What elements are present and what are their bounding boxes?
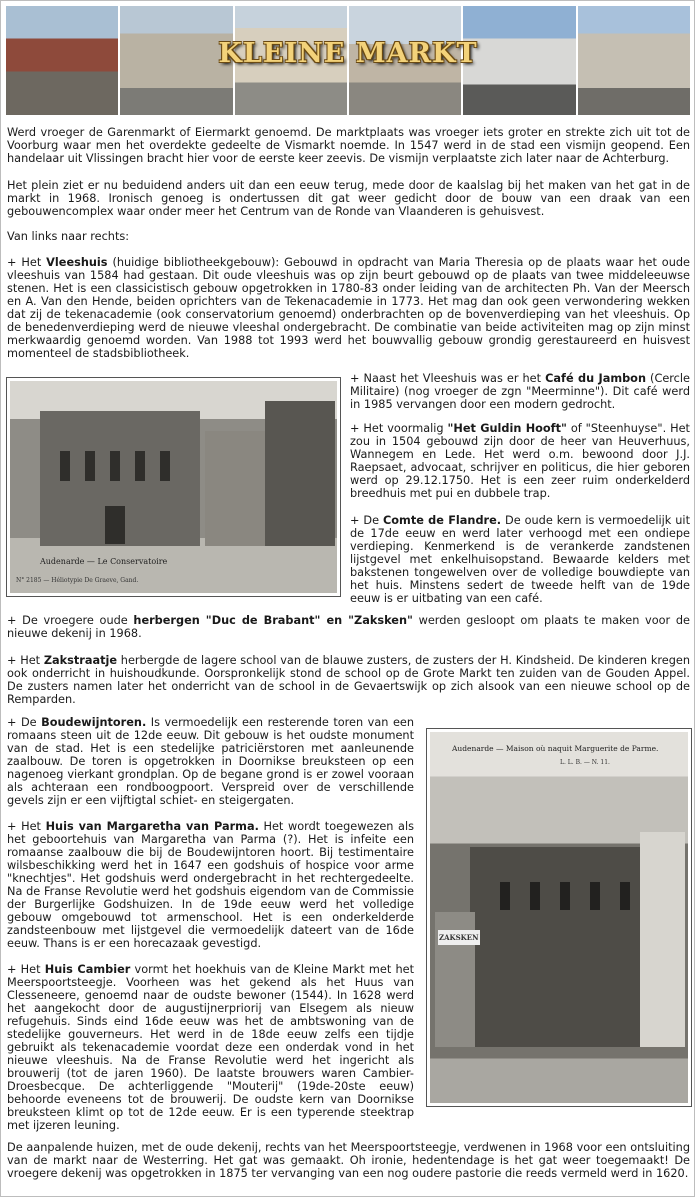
section-huis-cambier: + Het Huis Cambier vormt het hoekhuis van de Kleine Markt met het Meerspoortsteegje. Voorheen was het gekend als het Huus van Clesseneere, genoemd naar de oudste bewoner (1544). In 1628 werd het aangekocht door de augustijnerpriorij van Elsegem als nieuw refugehuis. Sinds eind 16de eeuw was het de ambtswoning van de stedelijke gouverneurs. Het werd in de 18de eeuw zelfs een tijdje gebruikt als tekenacademie voordat deze een onderdak vond in het nieuwe vleeshuis. Na de Franse Revolutie werd het ingericht als brouwerij (tot de jaren 1960). De laatste brouwers waren Cambier-Droesbecque. De achterliggende "Mouterij" (19de-20ste eeuw) behoorde eveneens tot de brouwerij. De oudste kern van Doornikse breuksteen klimt op tot de 12de eeuw. Er is een typerende steektrap met ijzeren leuning. (7, 963, 415, 1132)
closing-paragraph: De aanpalende huizen, met de oude dekenij, rechts van het Meerspoortsteegje, verdwenen in 1968 voor een ontsluiting van de markt naar de Westerring. Het gat was gemaakt. Oh ironie, hedentendage is het gat weer toegemaakt! De vroegere dekenij was opgetrokken in 1875 ter vervanging van een nog oudere pastorie die reeds vermeld werd in 1620. (7, 1141, 690, 1180)
photo-credit: N° 2185 — Héliotypie De Graeve, Gand. (16, 577, 139, 584)
section-heading: herbergen "Duc de Brabant" en "Zaksken" (133, 614, 413, 627)
page-title: KLEINE MARKT (218, 38, 478, 69)
photo-credit: L. L. B. — N. 11. (560, 759, 610, 766)
banner-photo (578, 6, 690, 115)
section-comte-de-flandre: + De Comte de Flandre. De oude kern is vermoedelijk uit de 17de eeuw en werd later verhoogd met een ondiepe verdieping. Kenmerkend is de verankerde zandstenen lijstgevel met enkelhuisopstand. Bewaarde kelders met bakstenen tongewelven over de volledige bouwdiepte van het huis. Minstens sedert de tweede helft van de 19de eeuw is er uitbating van een café. (350, 514, 690, 605)
banner-photo (120, 6, 232, 115)
section-zakstraatje: + Het Zakstraatje herbergde de lagere school van de blauwe zusters, de zusters der H. Kindsheid. De kinderen kregen ook onderricht in huishoudkunde. Oorspronkelijk stond de school op de Grote Markt ten zuiden van de Gouden Appel. De zusters namen later het onderricht van de school in de Gevaertswijk op zich alsook van een nieuwe school op de Remparden. (7, 654, 690, 706)
section-heading: Huis Cambier (44, 963, 131, 976)
section-margaretha: + Het Huis van Margaretha van Parma. Het wordt toegewezen als het geboortehuis van Margaretha van Parma (?). Het is infeite een romaanse zaalbouw die bij de Boudewijntoren hoort. Bij testimentaire wilsbeschikking werd het in 1647 een godshuis of hospice voor arme "knechtjes". Het godshuis werd ondergebracht in het rechtergedeelte. Na de Franse Revolutie werd het godshuis eigendom van de Commissie der Burgerlijke Godshuizen. In de 19de eeuw werd het volledige gebouw omgebouwd tot armenschool. Het is een onderkelderde zandsteenbouw met lijstgevel die vermoedelijk dateert van de 16de eeuw. Thans is er een horecazaak gevestigd. (7, 820, 414, 950)
section-heading: Comte de Flandre. (383, 514, 502, 527)
banner-photo (6, 6, 118, 115)
photo-caption: Audenarde — Maison où naquit Marguerite de Parme. (452, 744, 659, 753)
historic-photo (430, 732, 688, 1103)
section-heading: Huis van Margaretha van Parma. (45, 820, 259, 833)
section-boudewijntoren: + De Boudewijntoren. Is vermoedelijk een resterende toren van een romaans steen uit de 12de eeuw. Dit gebouw is het oudste monument van de stad. Het is een stedelijke patriciërstoren met aanleunende zaalbouw. De toren is opgetrokken in Doornikse breuksteen op een nagenoeg vierkant grondplan. Op de begane grond is er zowel vooraan als achteraan een rondboogpoort. Verspreid over de verschillende gevels zijn er een vijftigtal schiet- en steigergaten. (7, 716, 414, 807)
intro-paragraph: Het plein ziet er nu beduidend anders uit dan een eeuw terug, mede door de kaalslag bij het maken van het gat in de markt in 1968. Ironisch genoeg is ondertussen dit gat weer gedicht door de bouw van een draak van een gebouwencomplex waar onder meer het Centrum van de Ronde van Vlaanderen is gehuisvest. (7, 179, 690, 218)
section-guldin-hooft: + Het voormalig "Het Guldin Hooft" of "Steenhuyse". Het zou in 1504 gebouwd zijn door de heer van Heuverhuus, Wannegem en Lede. Het werd o.m. bewoond door J.J. Raepsaet, advocaat, schrijver en politicus, die hier geboren werd op 29.12.1750. Het is een zeer ruim onderkelderd breedhuis met pui en dubbele trap. (350, 422, 690, 500)
section-heading: Café du Jambon (545, 372, 646, 385)
shop-sign: ZAKSKEN (438, 930, 480, 945)
section-heading: Boudewijntoren. (41, 716, 147, 729)
historic-photo (10, 381, 337, 593)
photo-caption: Audenarde — Le Conservatoire (40, 557, 168, 566)
photo-conservatoire (6, 377, 341, 597)
header-banner (6, 6, 690, 115)
section-heading: Vleeshuis (46, 256, 108, 269)
banner-photo (463, 6, 575, 115)
intro-paragraph: Van links naar rechts: (7, 230, 130, 243)
section-vleeshuis: + Het Vleeshuis (huidige bibliotheekgebouw): Gebouwd in opdracht van Maria Theresia op de plaats waar het oude vleeshuis van 1584 had gestaan. Dit oude vleeshuis was op zijn beurt gebouwd op de plaats van twee middeleeuwse stenen. Het is een classicistisch gebouw opgetrokken in 1780-83 onder leiding van de architecten Ph. Van der Meersch en A. Van den Hende, beiden oprichters van de Tekenacademie in 1773. Het mag dan ook geen verwondering wekken dat zij de tekenacademie (ook conservatorium genoemd) onderbrachten op de bovenverdieping van het vleeshuis. Op de benedenverdieping werd de nieuwe vleeshal ondergebracht. De combinatie van beide activiteiten mag op zijn minst merkwaardig genoemd worden. Van 1988 tot 1993 werd het bouwvallig gebouw grondig gerestaureerd en huisvest momenteel de stadsbibliotheek. (7, 256, 690, 360)
section-heading: "Het Guldin Hooft" (447, 422, 567, 435)
section-jambon: + Naast het Vleeshuis was er het Café du Jambon (Cercle Militaire) (nog vroeger de zgn "Meerminne"). Dit café werd in 1985 vervangen door een modern gedrocht. (350, 372, 690, 411)
intro-paragraph: Werd vroeger de Garenmarkt of Eiermarkt genoemd. De marktplaats was vroeger iets groter en strekte zich uit tot de Voorburg waar men het overdekte gedeelte de Vismarkt noemde. In 1547 werd in de stad een vismijn geopend. Een handelaar uit Vlissingen bracht hier voor de eerste keer zeevis. De vismijn verplaatste zich later naar de Achterburg. (7, 126, 690, 165)
section-heading: Zakstraatje (43, 654, 118, 667)
section-herbergen: + De vroegere oude herbergen "Duc de Brabant" en "Zaksken" werden gesloopt om plaats te maken voor de nieuwe dekenij in 1968. (7, 614, 690, 640)
photo-margaretha (426, 728, 692, 1107)
